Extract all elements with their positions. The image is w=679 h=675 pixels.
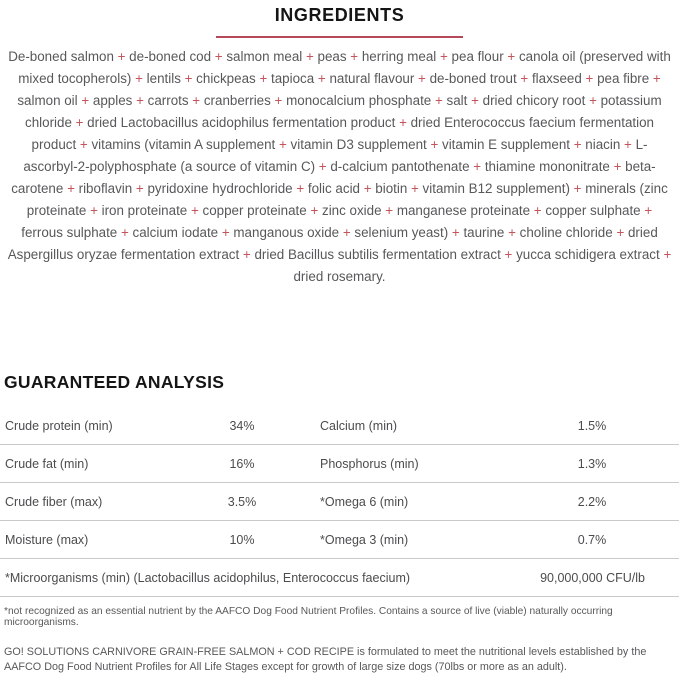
analysis-label: Crude fiber (max) xyxy=(5,494,103,509)
guaranteed-analysis-section xyxy=(0,372,679,597)
plus-separator: + xyxy=(187,203,203,218)
plus-separator: + xyxy=(117,225,133,240)
analysis-label: *Omega 3 (min) xyxy=(320,532,409,547)
table-row-microorganisms xyxy=(0,559,679,597)
plus-separator: + xyxy=(255,71,271,86)
accent-rule xyxy=(216,36,463,38)
plus-separator: + xyxy=(649,71,661,86)
analysis-label: Phosphorus (min) xyxy=(320,456,419,471)
plus-separator: + xyxy=(211,49,227,64)
plus-separator: + xyxy=(218,225,234,240)
analysis-value: 2.2% xyxy=(577,494,607,509)
table-row xyxy=(0,407,679,445)
plus-separator: + xyxy=(516,71,532,86)
guaranteed-analysis-table xyxy=(0,407,679,597)
plus-separator: + xyxy=(113,49,130,64)
analysis-value: 90,000,000 CFU/lb xyxy=(540,570,645,585)
plus-separator: + xyxy=(436,49,452,64)
plus-separator: + xyxy=(77,93,93,108)
analysis-value: 1.3% xyxy=(577,456,607,471)
plus-separator: + xyxy=(71,115,88,130)
plus-separator: + xyxy=(180,71,197,86)
plus-separator: + xyxy=(569,181,586,196)
plus-separator: + xyxy=(500,247,517,262)
plus-separator: + xyxy=(63,181,79,196)
plus-separator: + xyxy=(395,115,411,130)
plus-separator: + xyxy=(339,225,355,240)
plus-separator: + xyxy=(503,49,519,64)
table-row xyxy=(0,521,679,559)
plus-separator: + xyxy=(270,93,287,108)
plus-separator: + xyxy=(609,159,626,174)
plus-separator: + xyxy=(530,203,546,218)
plus-separator: + xyxy=(360,181,376,196)
analysis-value: 0.7% xyxy=(577,532,607,547)
ingredients-title: INGREDIENTS xyxy=(274,5,405,25)
plus-separator: + xyxy=(467,93,483,108)
plus-separator: + xyxy=(132,93,148,108)
plus-separator: + xyxy=(239,247,255,262)
ingredients-section xyxy=(0,0,679,288)
plus-separator: + xyxy=(414,71,430,86)
plus-separator: + xyxy=(302,49,318,64)
plus-separator: + xyxy=(659,247,672,262)
plus-separator: + xyxy=(315,159,331,174)
analysis-label: Crude protein (min) xyxy=(5,418,113,433)
analysis-label: Crude fat (min) xyxy=(5,456,89,471)
plus-separator: + xyxy=(381,203,397,218)
guaranteed-analysis-title: GUARANTEED ANALYSIS xyxy=(4,372,225,392)
plus-separator: + xyxy=(612,225,628,240)
plus-separator: + xyxy=(275,137,291,152)
analysis-value: 34% xyxy=(229,418,255,433)
plus-separator: + xyxy=(407,181,423,196)
analysis-value: 1.5% xyxy=(577,418,607,433)
plus-separator: + xyxy=(431,93,447,108)
plus-separator: + xyxy=(620,137,636,152)
plus-separator: + xyxy=(131,71,147,86)
table-row xyxy=(0,445,679,483)
table-row xyxy=(0,483,679,521)
plus-separator: + xyxy=(314,71,330,86)
plus-separator: + xyxy=(188,93,204,108)
analysis-label: Calcium (min) xyxy=(320,418,398,433)
analysis-label: *Microorganisms (min) (Lactobacillus acidophilus, Enterococcus faecium) xyxy=(5,570,411,585)
analysis-value: 3.5% xyxy=(227,494,257,509)
plus-separator: + xyxy=(581,71,598,86)
plus-separator: + xyxy=(346,49,362,64)
analysis-label: *Omega 6 (min) xyxy=(320,494,409,509)
plus-separator: + xyxy=(585,93,601,108)
plus-separator: + xyxy=(640,203,653,218)
plus-separator: + xyxy=(86,203,102,218)
analysis-value: 10% xyxy=(229,532,255,547)
plus-separator: + xyxy=(426,137,443,152)
plus-separator: + xyxy=(448,225,464,240)
plus-separator: + xyxy=(504,225,520,240)
analysis-value: 16% xyxy=(229,456,255,471)
ingredients-paragraph: De-boned salmon + de-boned cod + salmon meal + peas + herring meal + pea flour + canola oil (preserved with mixed tocopherols) + lentils + chickpeas + tapioca + natural flavour + de-boned trout + flaxseed + pea fibre + salmon oil + apples + carrots + cranberries + monocalcium phosphate + salt + dried chicory root + potassium chloride + dried Lactobacillus acidophilus fermentation product + dried Enterococcus faecium fermentation product + vitamins (vitamin A supplement + vitamin D3 supplement + vitamin E supplement + niacin + L-ascorbyl-2-polyphosphate (a source of vitamin C) + d-calcium pantothenate + thiamine mononitrate + beta-carotene + riboflavin + pyridoxine hydrochloride + folic acid + biotin + vitamin B12 supplement) + minerals (zinc proteinate + iron proteinate + copper proteinate + zinc oxide + manganese proteinate + copper sulphate + ferrous sulphate + calcium iodate + manganous oxide + selenium yeast) + taurine + choline chloride + dried Aspergillus oryzae fermentation extract + dried Bacillus subtilis fermentation extract + yucca schidigera extract + dried rosemary. xyxy=(7,49,672,284)
plus-separator: + xyxy=(570,137,586,152)
analysis-label: Moisture (max) xyxy=(5,532,89,547)
aafco-statement: GO! SOLUTIONS CARNIVORE GRAIN-FREE SALMON + COD RECIPE is formulated to meet the nutritional levels established by the AAFCO Dog Food Nutrient Profiles for All Life Stages except for growth of large size dogs (70lbs or more as an adult). xyxy=(4,646,647,673)
plus-separator: + xyxy=(469,159,485,174)
footnote-text: *not recognized as an essential nutrient by the AAFCO Dog Food Nutrient Profiles. Contains a source of live (viable) naturally occurring microorganisms. xyxy=(4,606,613,628)
plus-separator: + xyxy=(292,181,308,196)
plus-separator: + xyxy=(132,181,148,196)
plus-separator: + xyxy=(76,137,92,152)
plus-separator: + xyxy=(306,203,322,218)
